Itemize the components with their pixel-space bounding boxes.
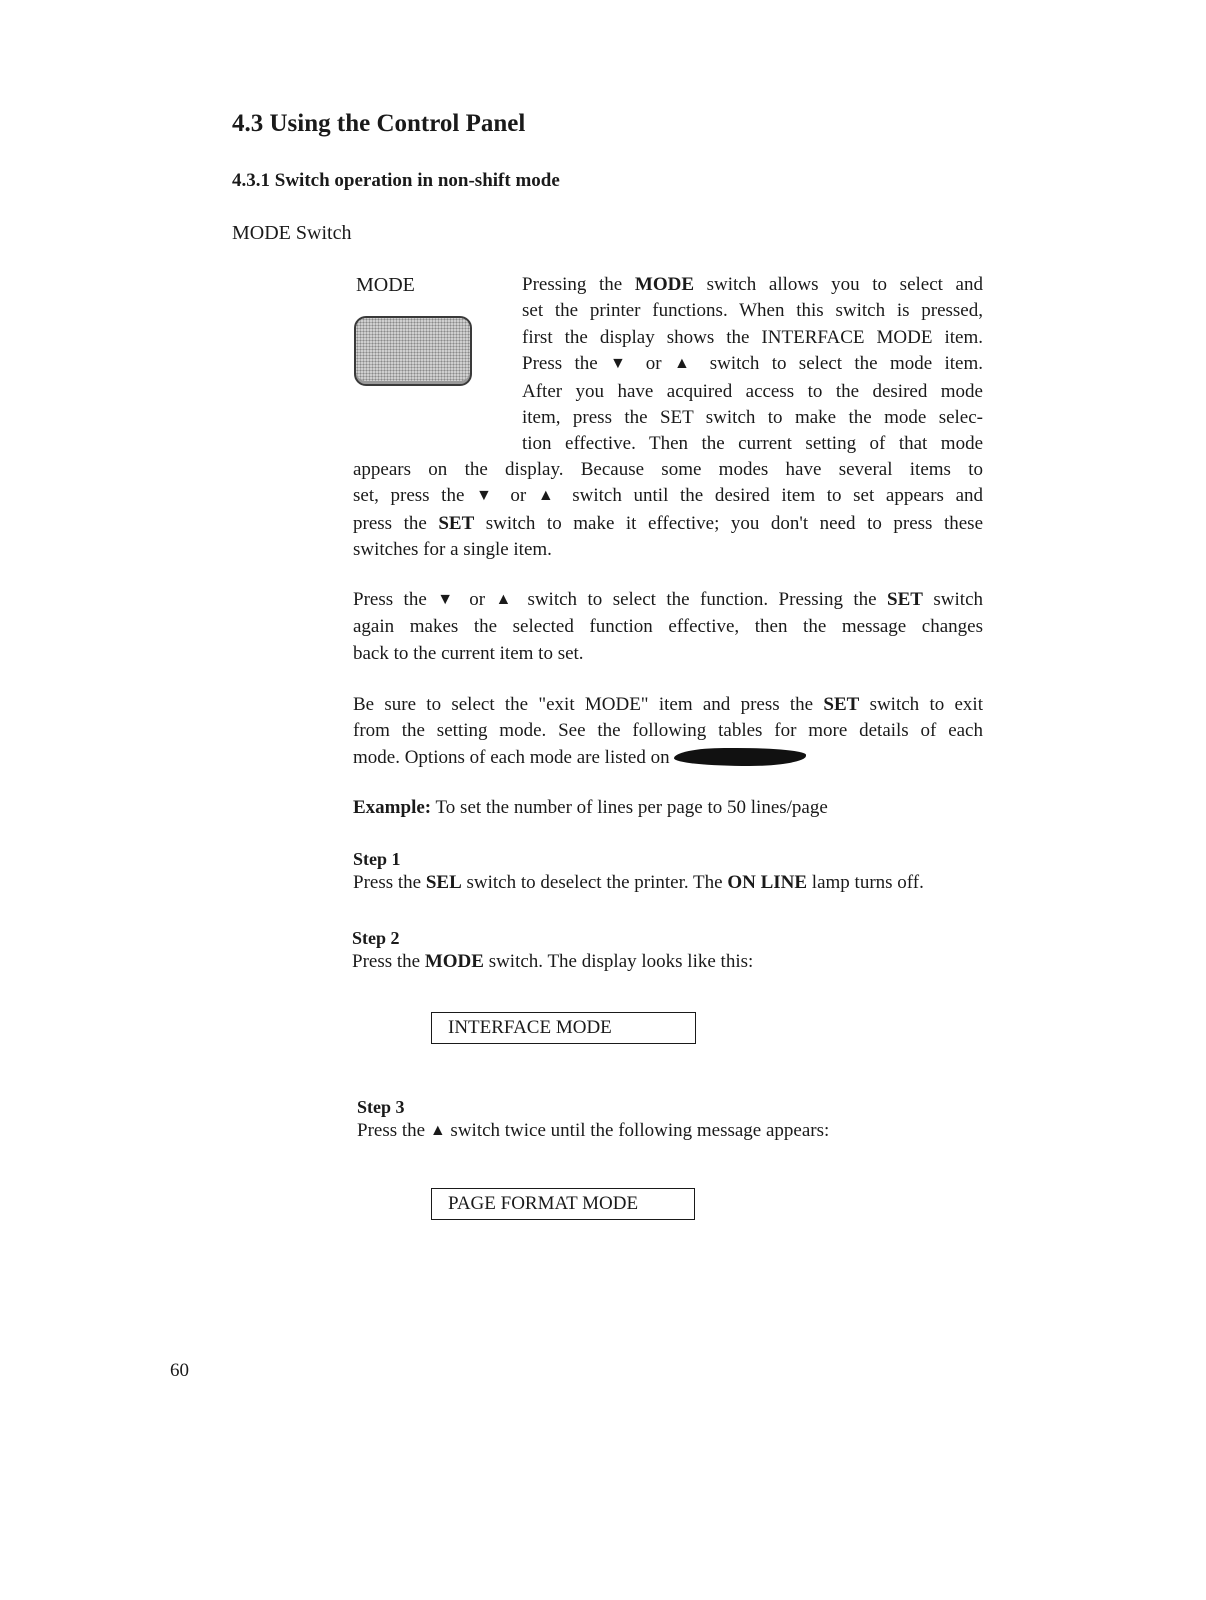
mode-key-illustration [354,316,472,386]
page-number: 60 [170,1360,189,1381]
up-triangle-icon: ▲ [495,591,517,608]
example-line: Example: To set the number of lines per page to 50 lines/page [353,797,828,818]
step-1 [353,849,924,894]
step-2-title: Step 2 [352,928,400,948]
display-interface-mode: INTERFACE MODE [431,1012,696,1044]
step-3-title: Step 3 [357,1097,405,1117]
intro-continuation: appears on the display. Because some modes have several items to set, press the ▼ or ▲ switch until the desired item to set appears and press the SET switch to make it effective; you don't need to press these switches for a single item. [353,459,984,561]
step-3 [357,1097,829,1142]
mode-key-label: MODE [356,274,415,296]
down-triangle-icon: ▼ [610,355,634,373]
section-heading: 4.3 Using the Control Panel [232,110,526,137]
down-triangle-icon: ▼ [437,591,459,608]
step-2 [352,928,753,973]
mode-switch-heading: MODE Switch [232,222,352,244]
step-3-text: Press the ▲ switch twice until the following message appears: [357,1120,830,1141]
exit-paragraph: Be sure to select the "exit MODE" item and press the SET switch to exit from the setting mode. See the following tables for more details of each mode. Options of each mode are listed on [353,694,983,768]
step-1-title: Step 1 [353,849,401,869]
up-triangle-icon: ▲ [673,355,698,373]
function-paragraph: Press the ▼ or ▲ switch to select the function. Pressing the SET switch again makes the selected function effective, then the message changes back to the current item to set. [353,589,984,664]
step-1-text: Press the SEL switch to deselect the printer. The ON LINE lamp turns off. [353,872,924,893]
down-triangle-icon: ▼ [476,487,499,505]
redaction-mark [674,748,806,766]
step-2-text: Press the MODE switch. The display looks like this: [352,951,754,972]
up-triangle-icon: ▲ [429,1122,446,1139]
intro-paragraph: Pressing the MODE switch allows you to select and set the printer functions. When this switch is pressed, first the display shows the INTERFACE MODE item. Press the ▼ or ▲ switch to select the mode item. After you have acquired access to the desired mode item, press the SET switch to make the mode selec- tion effective. Then the current setting of that mode [522,274,984,455]
up-triangle-icon: ▲ [537,487,561,505]
display-page-format-mode: PAGE FORMAT MODE [431,1188,695,1220]
subsection-heading: 4.3.1 Switch operation in non-shift mode [232,170,560,191]
